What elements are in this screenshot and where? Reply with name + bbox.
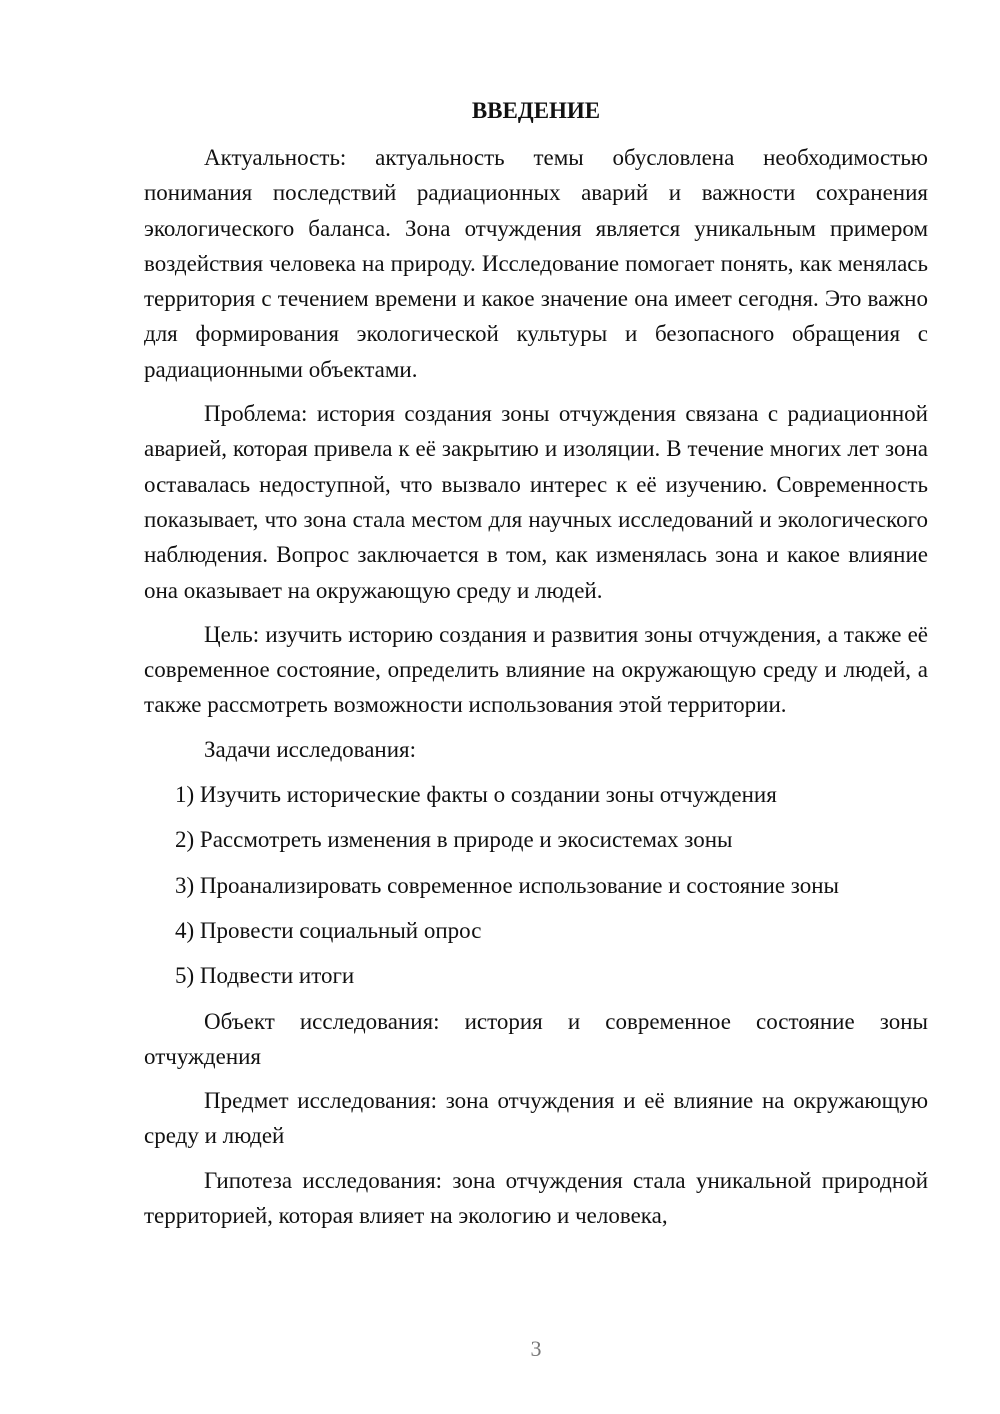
task-item: 3) Проанализировать современное использование и состояние зоны [175, 872, 839, 898]
tasks-heading: Задачи исследования: [204, 736, 417, 762]
tasks-list [144, 777, 928, 993]
subject-paragraph: Предмет исследования: зона отчуждения и её влияние на окружающую среду и людей [144, 1088, 928, 1149]
body-text [144, 140, 928, 1242]
task-item: 2) Рассмотреть изменения в природе и экосистемах зоны [175, 827, 733, 853]
hypothesis-paragraph: Гипотеза исследования: зона отчуждения стала уникальной природной территорией, которая влияет на экологию и человека, [144, 1167, 928, 1229]
section-title: ВВЕДЕНИЕ [471, 98, 601, 123]
problem-paragraph: Проблема: история создания зоны отчуждения связана с радиационной аварией, которая привела к её закрытию и изоляции. В течение многих лет зона оставалась недоступной, что вызвало интерес к её изучению. Современность показывает, что зона стала местом для научных исследований и экологического наблюдения. Вопрос заключается в том, как изменялась зона и какое влияние она оказывает на окружающую среду и людей. [144, 401, 928, 603]
page-number: 3 [530, 1336, 542, 1361]
goal-paragraph: Цель: изучить историю создания и развития зоны отчуждения, а также её современное состояние, определить влияние на окружающую среду и людей, а также рассмотреть возможности использования этой территории. [144, 621, 928, 718]
relevance-paragraph: Актуальность: актуальность темы обусловлена необходимостью понимания последствий радиационных аварий и важности сохранения экологического баланса. Зона отчуждения является уникальным примером воздействия человека на природу. Исследование помогает понять, как менялась территория с течением времени и какое значение она имеет сегодня. Это важно для формирования экологической культуры и безопасного обращения с радиационными объектами. [144, 145, 928, 382]
task-item: 5) Подвести итоги [175, 963, 355, 989]
object-paragraph: Объект исследования: история и современное состояние зоны отчуждения [144, 1008, 928, 1069]
task-item: 4) Провести социальный опрос [175, 917, 482, 943]
task-item: 1) Изучить исторические факты о создании зоны отчуждения [175, 782, 777, 808]
